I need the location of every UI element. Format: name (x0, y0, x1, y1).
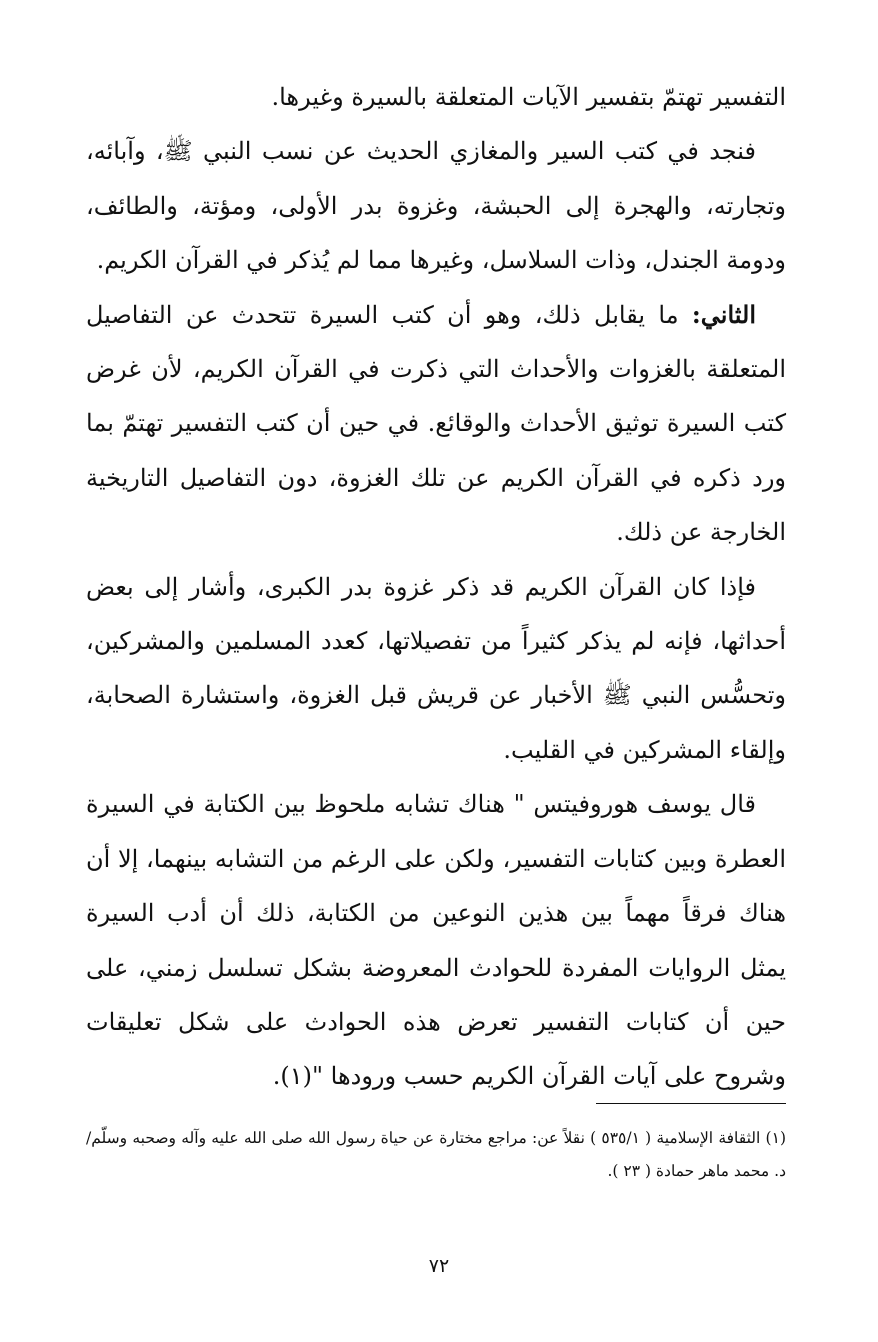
main-text (86, 70, 786, 1104)
paragraph-continuation (86, 70, 786, 124)
paragraph (86, 288, 786, 560)
paragraph-text: التفسير تهتمّ بتفسير الآيات المتعلقة بالسيرة وغيرها. (271, 83, 786, 111)
paragraph-lead: الثاني: (691, 299, 756, 329)
paragraph (86, 777, 786, 1103)
paragraph-text: فإذا كان القرآن الكريم قد ذكر غزوة بدر الكبرى، وأشار إلى بعض أحداثها، فإنه لم يذكر كثيراً من تفصيلاتها، كعدد المسلمين والمشركين، وتحسُّس النبي ﷺ الأخبار عن قريش قبل الغزوة، واستشارة الصحابة، وإلقاء المشركين في القليب. (86, 572, 786, 764)
footnote (86, 1122, 786, 1188)
page-number: ٧٢ (428, 1255, 450, 1277)
footnote-marker: (١) (765, 1129, 786, 1147)
paragraph-text: فنجد في كتب السير والمغازي الحديث عن نسب النبي ﷺ، وآبائه، وتجارته، والهجرة إلى الحبشة، وغزوة بدر الأولى، ومؤتة، والطائف، ودومة الجندل، وذات السلاسل، وغيرها مما لم يُذكر في القرآن الكريم. (86, 137, 786, 275)
footnote-text: الثقافة الإسلامية ( ٥٣٥/١ ) نقلاً عن: مراجع مختارة عن حياة رسول الله صلى الله عليه وآله وصحبه وسلّم/د. محمد ماهر حمادة ( ٢٣ ). (86, 1129, 786, 1180)
paragraph-text: قال يوسف هوروفيتس " هناك تشابه ملحوظ بين الكتابة في السيرة العطرة وبين كتابات التفسير، ولكن على الرغم من التشابه بينهما، إلا أن هناك فرقاً مهماً بين هذين النوعين من الكتابة، ذلك أن أدب السيرة يمثل الروايات المفردة للحوادث المعروضة بشكل تسلسل زمني، على حين أن كتابات التفسير تعرض هذه الحوادث على شكل تعليقات وشروح على آيات القرآن الكريم حسب ورودها "(١). (86, 790, 786, 1091)
footnotes (86, 1122, 786, 1188)
paragraph (86, 560, 786, 778)
paragraph-text: ما يقابل ذلك، وهو أن كتب السيرة تتحدث عن التفاصيل المتعلقة بالغزوات والأحداث التي ذكرت في القرآن الكريم، لأن غرض كتب السيرة توثيق الأحداث والوقائع. في حين أن كتب التفسير تهتمّ بما ورد ذكره في القرآن الكريم عن تلك الغزوة، دون التفاصيل التاريخية الخارجة عن ذلك. (86, 300, 786, 547)
paragraph (86, 124, 786, 287)
footnote-separator (596, 1103, 786, 1104)
